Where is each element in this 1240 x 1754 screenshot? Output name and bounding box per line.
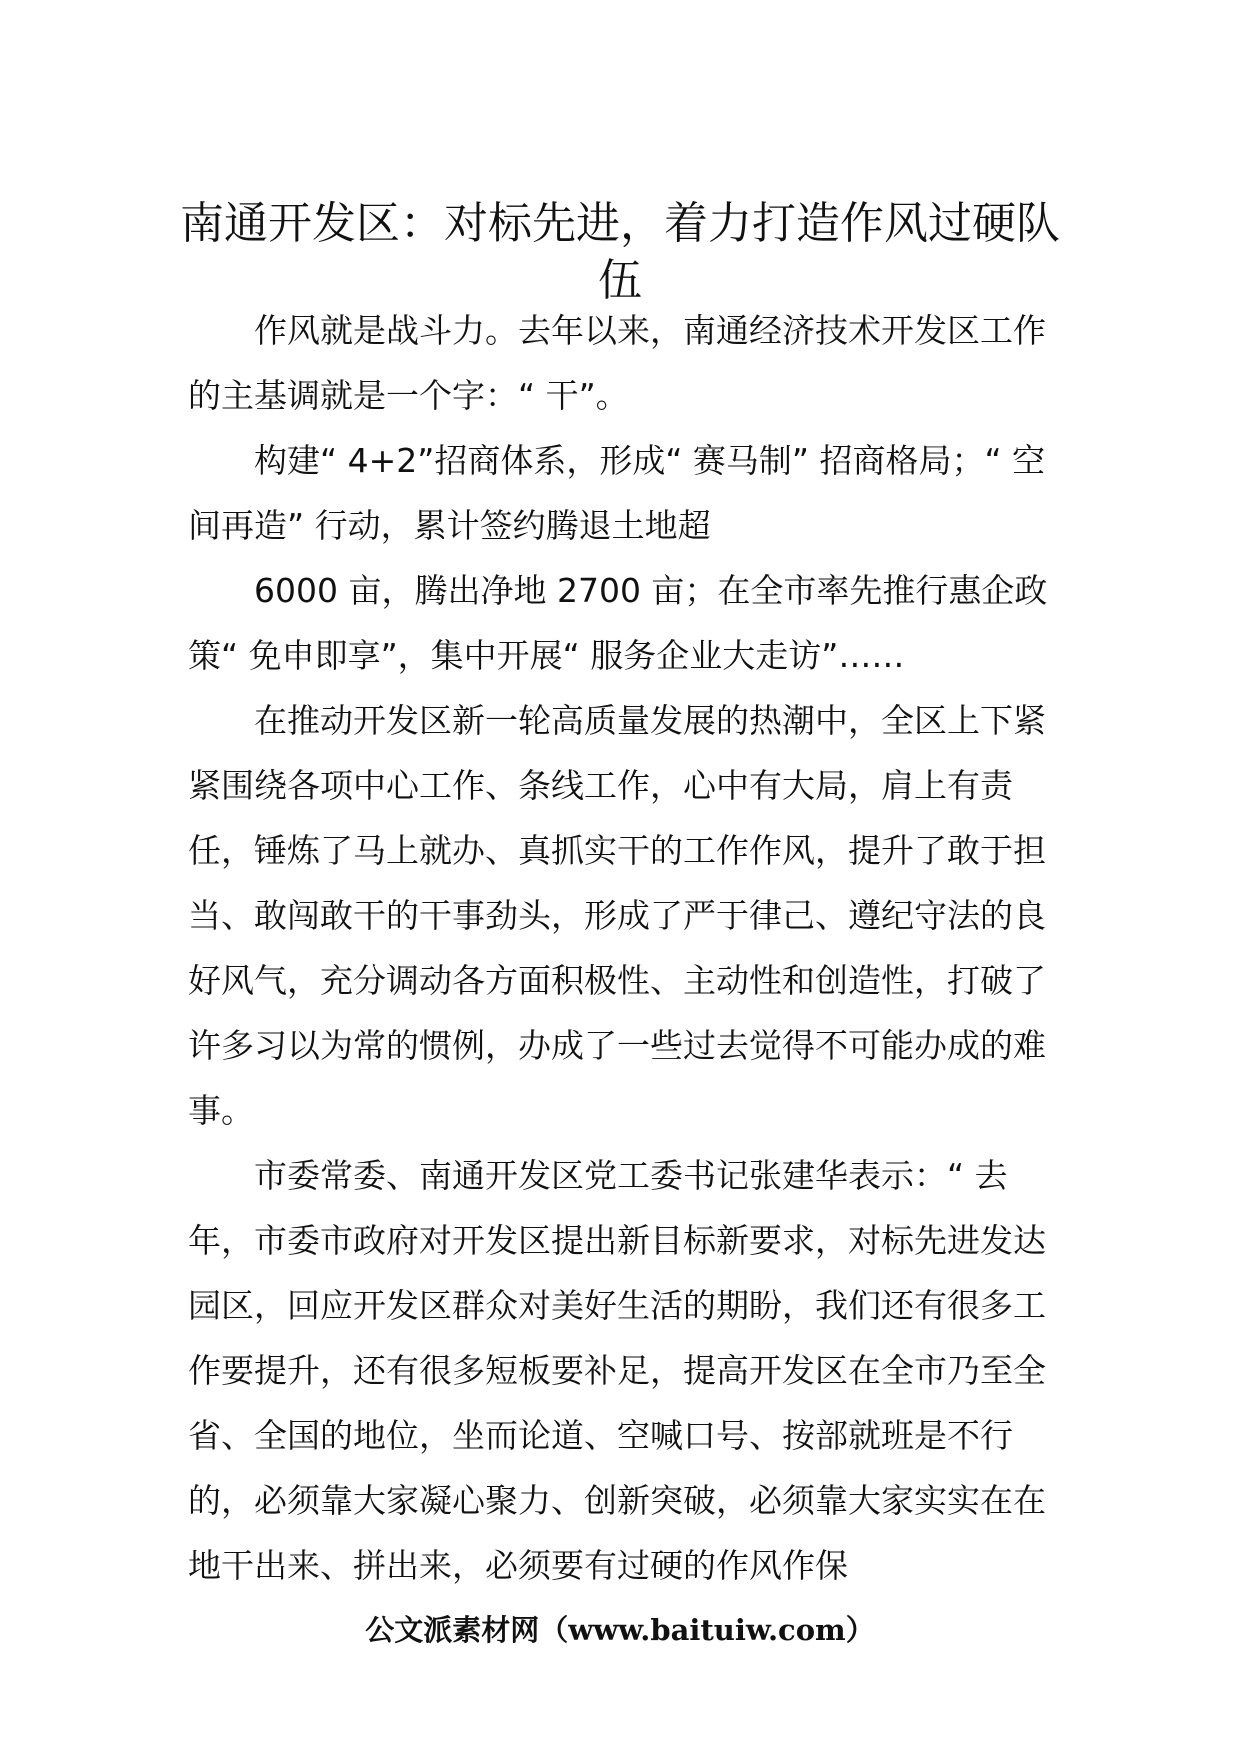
paragraph-2: 构建“ 4+2”招商体系，形成“ 赛马制” 招商格局；“ 空间再造” 行动，累计签约腾退土地超 (188, 441, 1046, 545)
paragraph-4: 在推动开发区新一轮高质量发展的热潮中，全区上下紧紧围绕各项中心工作、条线工作，心中有大局，肩上有责任，锤炼了马上就办、真抓实干的工作作风，提升了敢于担当、敢闯敢干的干事劲头，形成了严于律己、遵纪守法的良好风气，充分调动各方面积极性、主动性和创造性，打破了许多习以为常的惯例，办成了一些过去觉得不可能办成的难事。 (188, 701, 1046, 1130)
document-title: 南通开发区：对标先进，着力打造作风过硬队伍 (180, 198, 1060, 307)
paragraph-3: 6000 亩，腾出净地 2700 亩；在全市率先推行惠企政策“ 免申即享”，集中开展“ 服务企业大走访”…… (188, 571, 1048, 675)
footer-watermark: 公文派素材网（www.baituiw.com） (365, 1613, 875, 1647)
paragraph-1: 作风就是战斗力。去年以来，南通经济技术开发区工作的主基调就是一个字：“ 干”。 (188, 311, 1046, 415)
document-body (188, 298, 1058, 1598)
paragraph-5: 市委常委、南通开发区党工委书记张建华表示：“ 去年，市委市政府对开发区提出新目标新要求，对标先进发达园区，回应开发区群众对美好生活的期盼，我们还有很多工作要提升，还有很多短板要补足，提高开发区在全市乃至全省、全国的地位，坐而论道、空喊口号、按部就班是不行的，必须靠大家凝心聚力、创新突破，必须靠大家实实在在地干出来、拼出来，必须要有过硬的作风作保 (188, 1156, 1046, 1585)
